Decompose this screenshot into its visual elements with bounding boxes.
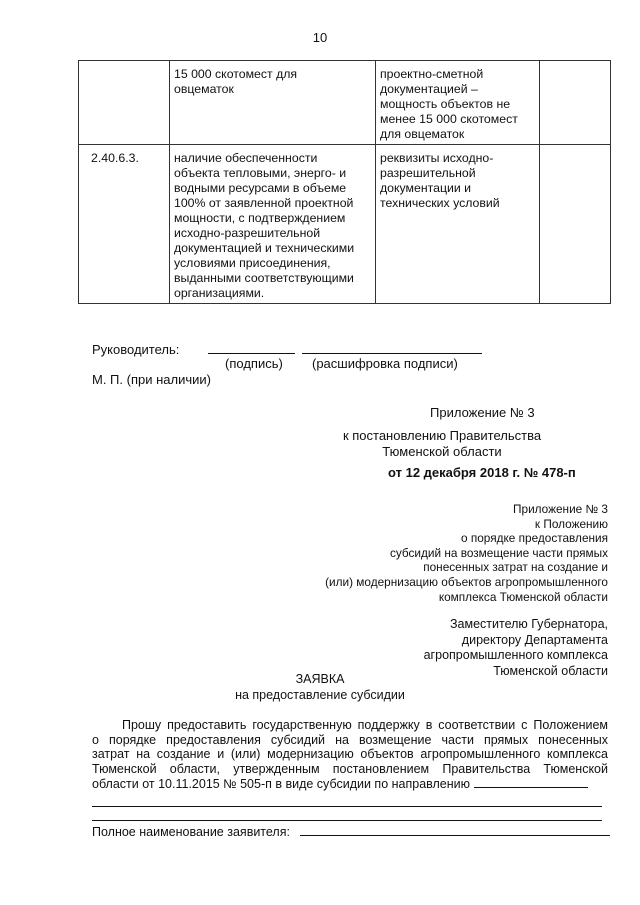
criterion-line: организациями. — [174, 286, 265, 300]
row-number: 2.40.6.3. — [79, 145, 170, 304]
appendix-line: к постановлению Правительства — [342, 428, 542, 443]
decode-caption: (расшифровка подписи) — [312, 356, 458, 371]
applicant-name-field[interactable] — [300, 835, 610, 836]
appendix-title: Приложение № 3 — [430, 405, 535, 420]
document-line: документации и — [380, 181, 472, 195]
document-line: реквизиты исходно- — [380, 151, 494, 165]
criterion-line: 15 000 скотомест для — [174, 67, 298, 81]
body-line: Прошу предоставить государственную поддержку в соответствии с Положением — [122, 718, 608, 732]
annex-header — [325, 502, 608, 604]
addressee-block — [424, 617, 608, 679]
criterion-line: выданными соответствующими — [174, 271, 354, 285]
document-line: мощность объектов не — [380, 97, 511, 111]
criterion-line: документацией и техническими — [174, 241, 355, 255]
body-line: о порядке предоставления субсидий на возмещение части прямых понесенных — [92, 732, 608, 747]
criterion-line: 100% от заявленной проектной — [174, 196, 354, 210]
application-subtitle: на предоставление субсидии — [235, 688, 405, 702]
annex-line: о порядке предоставления — [461, 531, 608, 546]
criterion-line: объекта тепловыми, энерго- и — [174, 166, 347, 180]
annex-line: к Положению — [534, 516, 608, 531]
criterion-cell — [170, 61, 376, 145]
criterion-line: наличие обеспеченности — [174, 151, 318, 165]
addressee-line: Тюменской области — [493, 663, 608, 678]
body-line: затрат на создание и (или) модернизацию объектов агропромышленного комплекса — [92, 747, 608, 761]
signature-field[interactable] — [208, 353, 295, 354]
signature-caption: (подпись) — [225, 356, 283, 371]
appendix-line: Тюменской области — [382, 444, 502, 459]
row-number — [79, 61, 170, 145]
fill-rule[interactable] — [92, 806, 602, 807]
page-number: 10 — [312, 30, 328, 45]
table-row — [79, 145, 611, 304]
criterion-line: условиями присоединения, — [174, 256, 331, 270]
annex-line: (или) модернизацию объектов агропромышленного — [325, 574, 608, 589]
addressee-line: агропромышленного комплекса — [423, 648, 608, 662]
annex-line: субсидий на возмещение части прямых — [389, 545, 608, 560]
body-line-wrapper — [92, 776, 608, 792]
document-line: менее 15 000 скотомест — [380, 112, 518, 126]
application-title: ЗАЯВКА — [295, 672, 345, 686]
document-line: технических условий — [380, 196, 500, 210]
document-line: разрешительной — [380, 166, 476, 180]
table-row — [79, 61, 611, 145]
direction-field[interactable] — [474, 776, 588, 788]
empty-cell — [540, 61, 611, 145]
criterion-line: водными ресурсами в объеме — [174, 181, 347, 195]
application-body — [92, 718, 608, 792]
criterion-line: мощности, с подтверждением — [174, 211, 346, 225]
annex-line: понесенных затрат на создание и — [423, 560, 608, 575]
criteria-table — [78, 60, 611, 304]
criterion-line: овцематок — [174, 82, 234, 96]
annex-line: Приложение № 3 — [513, 502, 608, 516]
fill-rule[interactable] — [92, 820, 602, 821]
head-label: Руководитель: — [92, 342, 180, 357]
body-line: Тюменской области, утвержденным постановлением Правительства Тюменской — [92, 761, 608, 776]
document-cell — [376, 61, 540, 145]
document-cell — [376, 145, 540, 304]
annex-line: комплекса Тюменской области — [438, 589, 608, 604]
appendix-reference — [292, 428, 592, 460]
document-line: документацией – — [380, 82, 478, 96]
appendix-date: от 12 декабря 2018 г. № 478-п — [388, 465, 576, 480]
body-line: области от 10.11.2015 № 505-п в виде субсидии по направлению — [92, 777, 471, 791]
empty-cell — [540, 145, 611, 304]
criterion-cell — [170, 145, 376, 304]
document-line: проектно-сметной — [380, 67, 484, 81]
applicant-label: Полное наименование заявителя: — [92, 825, 290, 839]
document-line: для овцематок — [380, 127, 465, 141]
criterion-line: исходно-разрешительной — [174, 226, 321, 240]
addressee-line: директору Департамента — [461, 632, 608, 647]
addressee-line: Заместителю Губернатора, — [449, 617, 608, 631]
signature-decode-field[interactable] — [302, 353, 482, 354]
stamp-label: М. П. (при наличии) — [92, 372, 211, 387]
